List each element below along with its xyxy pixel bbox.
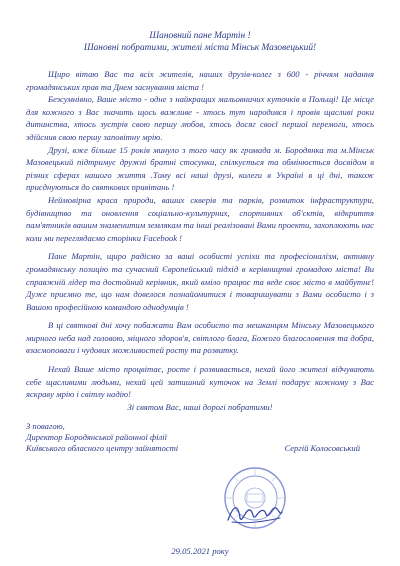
signer-position-line-2: Київського обласного центру зайнятості — [26, 443, 179, 454]
letter-paragraph: Неймовірна краса природи, ваших скверів та парків, розвиток інфраструктури, будівництво та оновлення соціально-культурних, спортивних об'єктів, відкриття пам'ятників вашим знаменитим землякам та інші реалізовані Вами проекти, захоплюють нас коли ми переглядаємо сторінки Facebook ! — [26, 194, 374, 243]
signer-row — [26, 443, 374, 454]
letter-paragraph: Друзі, вже більше 15 років минуло з того часу як громада м. Бородянка та м.Мінськ Мазовецький підтримує дружні братні стосунки, спілкується та обмінюється досвідом в різних сферах нашого життя .Тому всі наші друзі, колеги в Україні в ці дні, також приєднуються до святкових привітань ! — [26, 144, 374, 193]
letter-paragraph: Пане Мартін, щиро радісмо за ваші особисті успіхи та професіоналізм, активну громадянську позицію та сучасний Європейський підхід в керівництві громадою міста! Ви справжній лідер та достойний керівник, який вміло працює та веде своє місто в майбутнє! Дуже приємно те, що нам довелося познайомитися і товаришувати з Вами особисто і з Вашою професійною командою однодумців ! — [26, 251, 374, 312]
letter-paragraph: Безсумнівно, Ваше місто - одне з найкращих мальовничих куточків в Польщі! Це місце для кожного з Вас значить щось важливе - хтось тут народився і провів щасливі роки дитинства, хтось зустрів свою першу любов, хтось досяг своєї першої перемоги, хтось здійснив свою першу заповітну мрію. — [26, 94, 374, 142]
letter-date: 29.05.2021 року — [171, 546, 229, 556]
salutation-primary: Шановний пане Мартін ! — [149, 31, 251, 41]
letter-paragraph: В ці святкові дні хочу побажати Вам особисто та мешканцям Мінську Мазовецького мирного неба над головою, міцного здоров'я, світлого блага, Божого благословення та добра, взаємоповаги і чудових можливостей росту та розвитку. — [26, 320, 374, 356]
closing-line: Зі святом Вас, наші дорогі побратими! — [127, 401, 273, 412]
letter-paragraph: Щиро вітаю Вас та всіх жителів, наших друзів-колег з 600 - річчям надання громадянських прав та Днем заснування міста ! — [26, 69, 374, 92]
signer-position-line-1: Директор Бородянської районної філії — [26, 432, 167, 443]
signer-name: Сергій Колосовський — [284, 443, 360, 454]
handwritten-signature-icon — [226, 500, 284, 526]
letter-paragraph: Нехай Ваше місто процвітає, росте і розвивається, нехай його жителі відчувають себе щасливими людьми, нехай цей затишний куточок на Землі подарує кожному з Вас яскраву мрію і світлу надію! — [26, 364, 374, 400]
signature-block — [26, 421, 374, 454]
salutation-secondary: Шановні побратими, жителі міста Мінськ Мазовецький! — [83, 43, 317, 53]
signoff: З повагою, — [26, 421, 65, 432]
